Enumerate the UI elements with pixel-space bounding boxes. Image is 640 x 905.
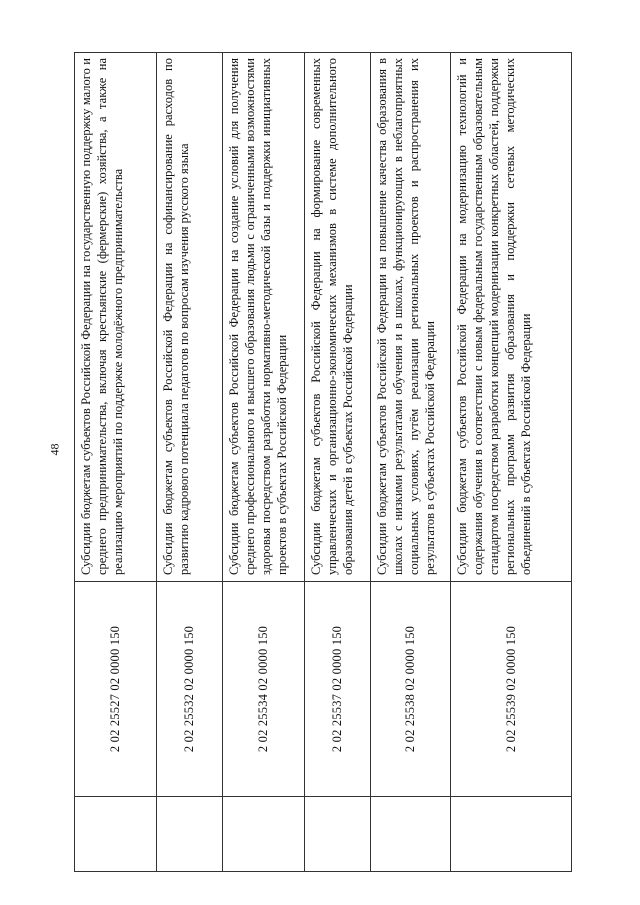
- budget-code: 2 02 25532 02 0000 150: [157, 581, 222, 796]
- empty-cell: [451, 796, 571, 871]
- table-wrapper: [74, 52, 572, 872]
- budget-code: 2 02 25527 02 0000 150: [75, 581, 156, 796]
- table-row: [74, 52, 156, 872]
- row-description: Субсидии бюджетам субъектов Российской Федерации на повышение качества образования в школах с низкими результатами обучения и в школах, функционирующих в неблагоприятных социальных условиях, путём реализации региональных проектов и распространения их результатов в субъектах Российской Федерации: [375, 58, 437, 575]
- empty-cell: [223, 796, 304, 871]
- budget-code: 2 02 25538 02 0000 150: [371, 581, 450, 796]
- table-row: [450, 52, 572, 872]
- row-description: Субсидии бюджетам субъектов Российской Федерации на модернизацию технологий и содержания обучения в соответствии с новым федеральным государственным образовательным стандартом посредством разработки концепций модернизации конкретных областей, поддержки региональных программ развития образования и поддержки сетевых методических объединений в субъектах Российской Федерации: [455, 58, 533, 575]
- table-row: [222, 52, 304, 872]
- empty-cell: [371, 796, 450, 871]
- page-number: 48: [47, 443, 62, 456]
- empty-cell: [157, 796, 222, 871]
- row-description: Субсидии бюджетам субъектов Российской Федерации на создание условий для получения среднего профессионального и высшего образования людьми с ограниченными возможностями здоровья посредством разработки нормативно-методической базы и поддержки инициативных проектов в субъектах Российской Федерации: [227, 58, 289, 575]
- budget-code: 2 02 25534 02 0000 150: [223, 581, 304, 796]
- budget-code: 2 02 25539 02 0000 150: [451, 581, 571, 796]
- table-row: [304, 52, 370, 872]
- row-description: Субсидии бюджетам субъектов Российской Федерации на государственную поддержку малого и среднего предпринимательства, включая крестьянские (фермерские) хозяйства, а также на реализацию мероприятий по поддержке молодёжного предпринимательства: [79, 58, 125, 575]
- row-description: Субсидии бюджетам субъектов Российской Федерации на софинансирование расходов по развитию кадрового потенциала педагогов по вопросам изучения русского языка: [161, 58, 191, 575]
- empty-cell: [305, 796, 370, 871]
- table-row: [370, 52, 450, 872]
- table-row: [156, 52, 222, 872]
- budget-code: 2 02 25537 02 0000 150: [305, 581, 370, 796]
- row-description: Субсидии бюджетам субъектов Российской Федерации на формирование современных управленческих и организационно-экономических механизмов в системе дополнительного образования детей в субъектах Российской Федерации: [309, 58, 355, 575]
- budget-code-table: [74, 52, 572, 872]
- empty-cell: [75, 796, 156, 871]
